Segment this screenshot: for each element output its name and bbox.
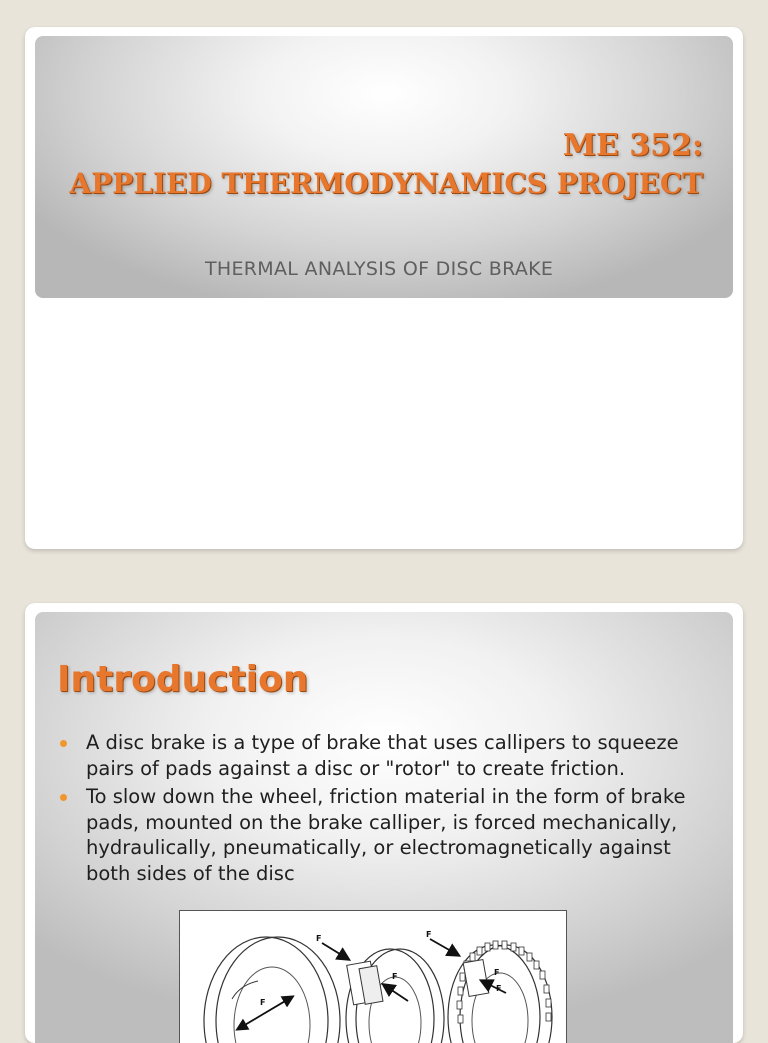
force-label: F bbox=[392, 972, 398, 981]
slide-heading: Introduction bbox=[57, 659, 309, 700]
slide-subtitle: THERMAL ANALYSIS OF DISC BRAKE bbox=[205, 258, 554, 280]
force-label: F bbox=[316, 934, 322, 943]
title-project-name: APPLIED THERMODYNAMICS PROJECT bbox=[69, 167, 703, 200]
force-label: F bbox=[494, 968, 500, 977]
title-panel bbox=[35, 36, 733, 298]
bullet-dot-icon bbox=[60, 740, 67, 747]
bullet-list bbox=[55, 730, 703, 889]
force-label: F bbox=[426, 930, 432, 939]
force-label: F bbox=[496, 984, 502, 993]
bullet-item bbox=[55, 784, 703, 886]
disc-left bbox=[204, 937, 340, 1043]
title-course-code: ME 352: bbox=[562, 128, 703, 163]
bullet-item bbox=[55, 730, 703, 781]
bullet-text: To slow down the wheel, friction material in the form of brake pads, mounted on the brake calliper, is forced mechanically, hydraulically, pneumatically, or electromagnetically against both sides of the disc bbox=[86, 785, 686, 885]
disc-brake-diagram bbox=[180, 911, 566, 1043]
disc-right bbox=[426, 930, 552, 1043]
content-panel bbox=[35, 612, 733, 1043]
force-label: F bbox=[260, 998, 266, 1007]
disc-brake-figure bbox=[179, 910, 567, 1043]
introduction-slide bbox=[25, 603, 743, 1043]
title-slide bbox=[25, 27, 743, 549]
slide-title bbox=[69, 128, 703, 204]
bullet-dot-icon bbox=[60, 794, 67, 801]
bullet-text: A disc brake is a type of brake that uses callipers to squeeze pairs of pads against a disc or "rotor" to create friction. bbox=[86, 731, 679, 780]
